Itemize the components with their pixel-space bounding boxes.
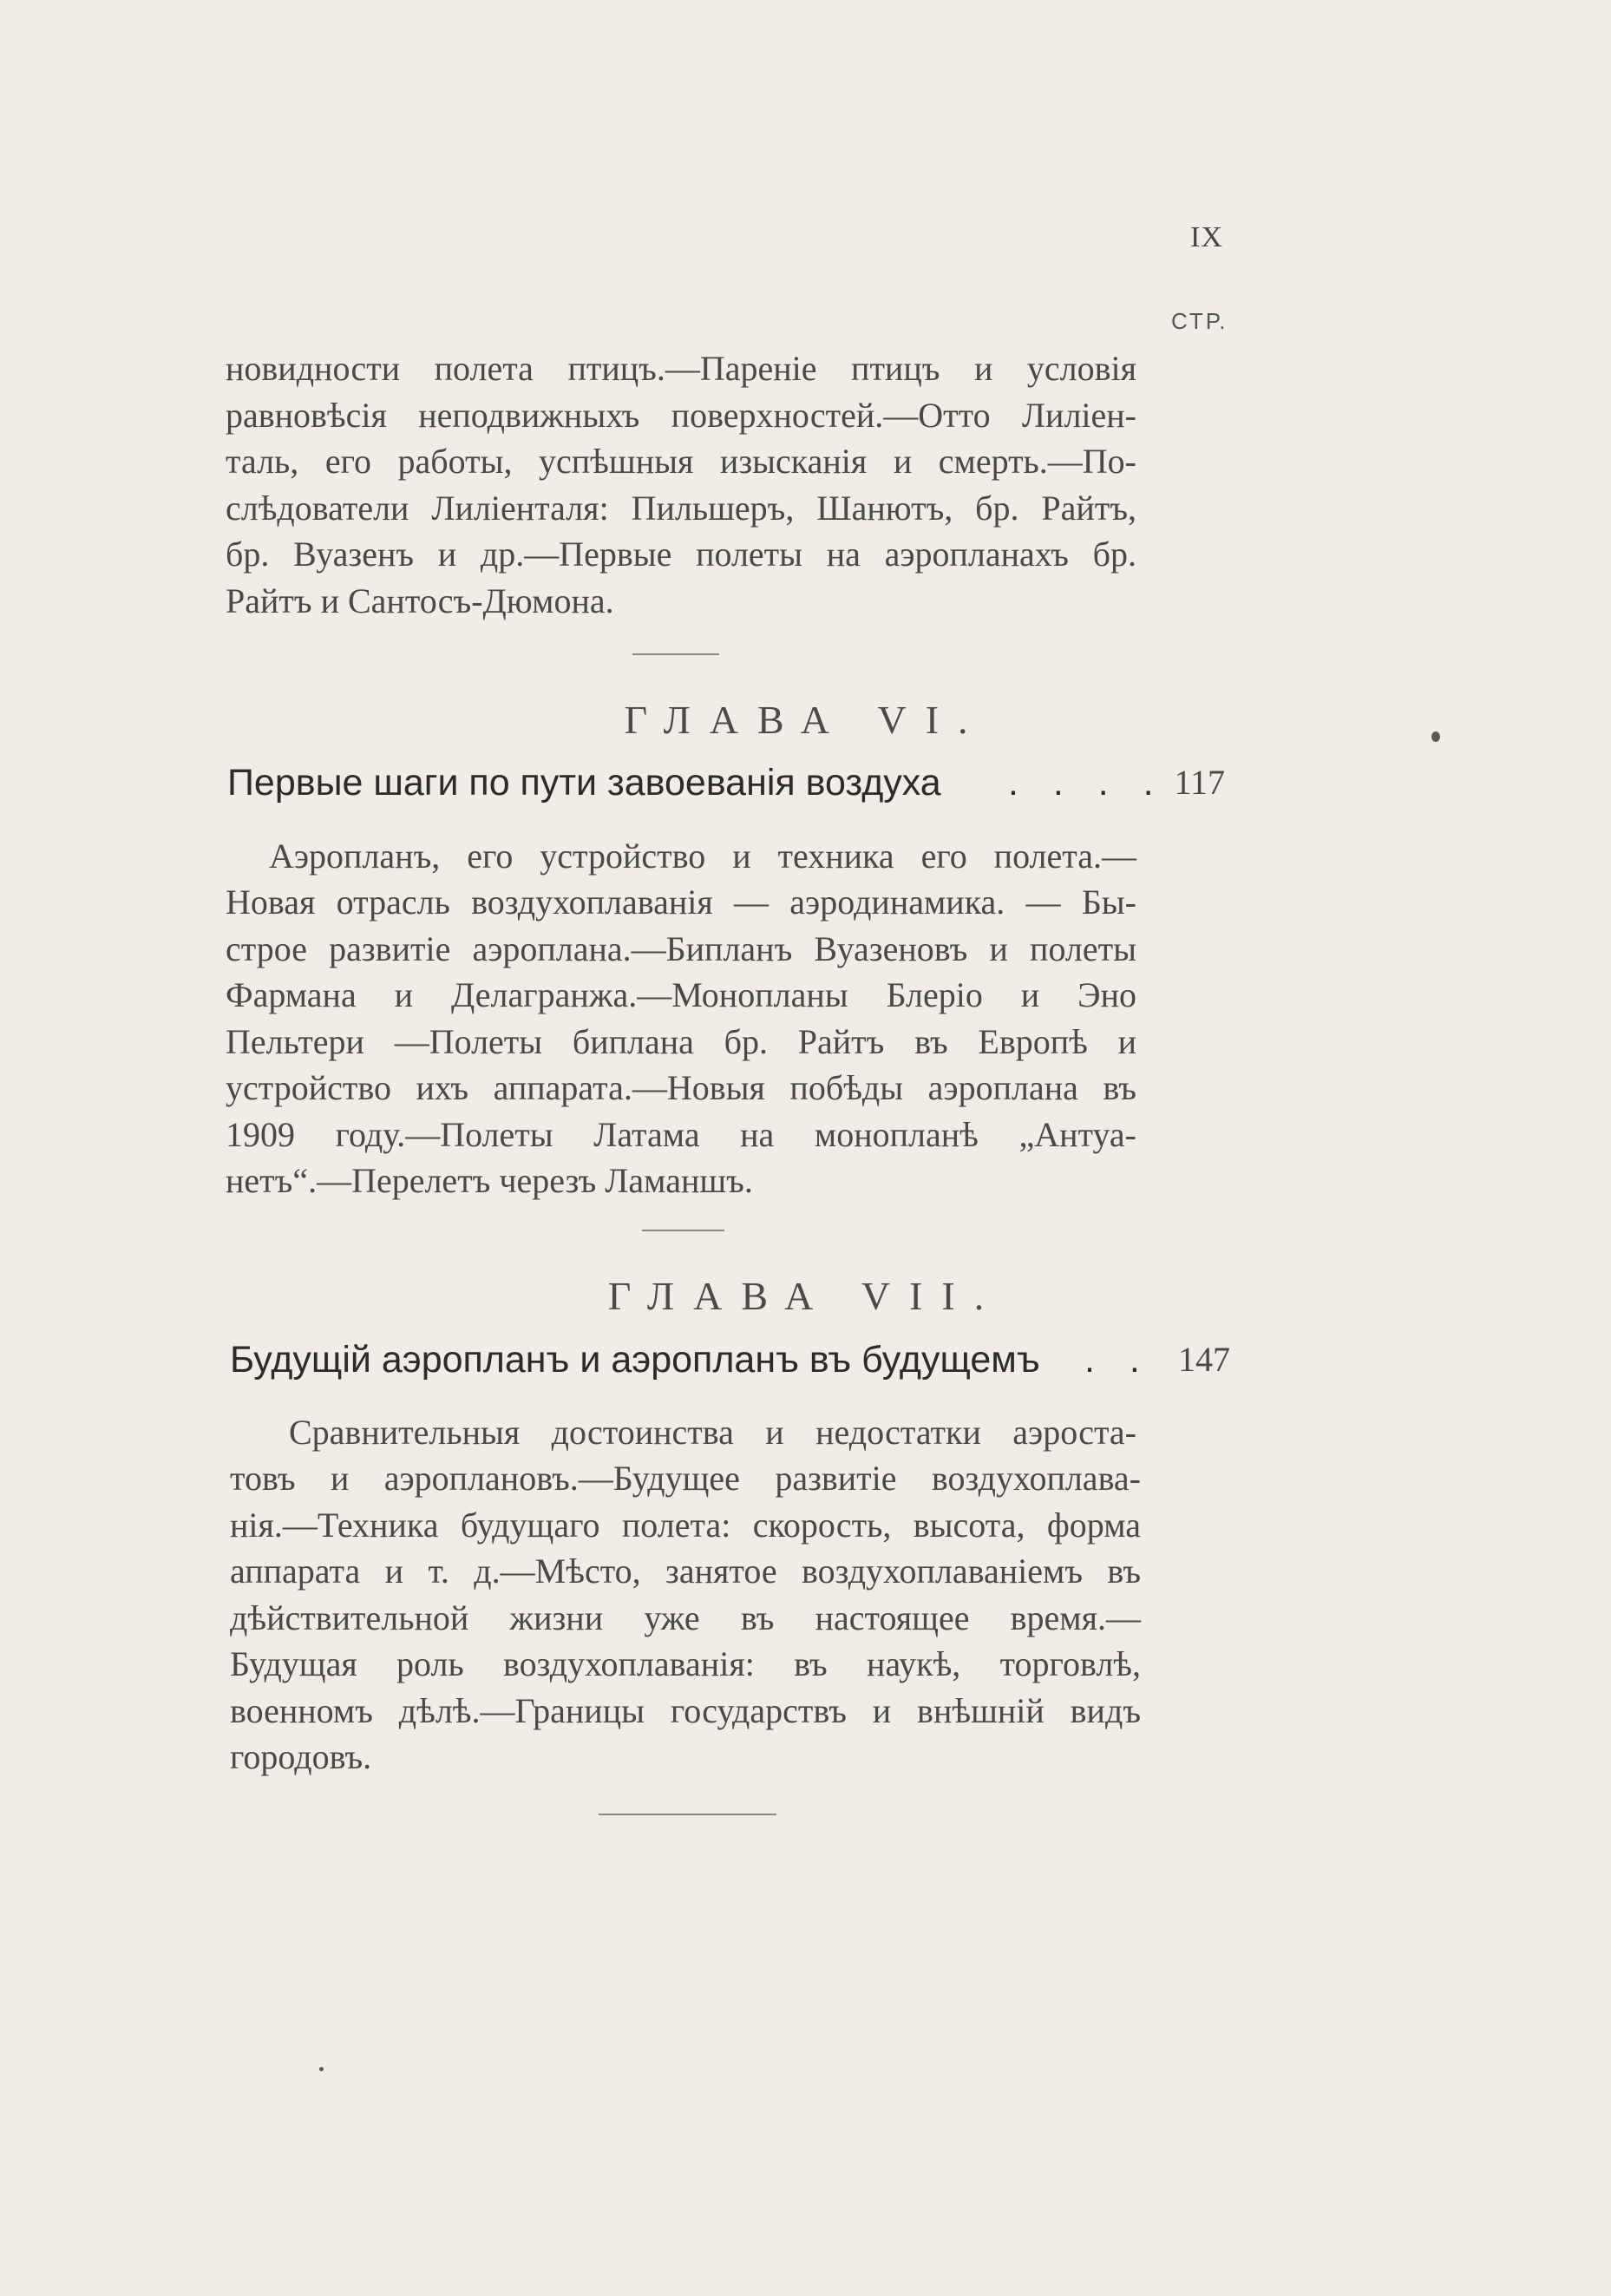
text-line: дѣйствительной жизни уже въ настоящее время.—: [230, 1597, 1141, 1637]
text-line: строе развитіе аэроплана.—Бипланъ Вуазеновъ и полеты: [226, 928, 1136, 968]
text-line: слѣдователи Лиліенталя: Пильшеръ, Шанютъ, бр. Райтъ,: [226, 488, 1136, 528]
text-line: Райтъ и Сантосъ-Дюмона.: [226, 581, 614, 620]
text-line: военномъ дѣлѣ.—Границы государствъ и внѣшній видъ: [230, 1690, 1141, 1730]
text-line: равновѣсія неподвижныхъ поверхностей.—Отто Лиліен-: [226, 395, 1136, 435]
closing-divider: [599, 1814, 776, 1815]
section-divider: [642, 1230, 724, 1231]
text-line: Новая отрасль воздухоплаванія — аэродинамика. — Бы-: [226, 882, 1136, 922]
toc-leader-dots: . . . .: [1008, 762, 1166, 804]
text-line: Сравнительныя достоинства и недостатки аэроста-: [289, 1413, 1136, 1452]
chapter-summary: [269, 833, 1136, 880]
text-line: Аэропланъ, его устройство и техника его полета.—: [269, 836, 1136, 876]
text-line: нетъ“.—Перелетъ черезъ Ламаншъ.: [226, 1161, 753, 1200]
toc-page-number: 117: [1174, 763, 1225, 802]
chapter-summary: [230, 1455, 1141, 1781]
intro-paragraph: [226, 345, 1136, 624]
toc-entry-title: Будущій аэропланъ и аэропланъ въ будущемъ: [230, 1339, 1040, 1381]
toc-leader-dots: . .: [1084, 1339, 1152, 1381]
text-line: бр. Вуазенъ и др.—Первые полеты на аэропланахъ бр.: [226, 535, 1136, 574]
text-line: Будущая роль воздухоплаванія: въ наукѣ, торговлѣ,: [230, 1644, 1141, 1683]
toc-entry-chapter-7[interactable]: [230, 1339, 1230, 1387]
text-line: Пельтери —Полеты биплана бр. Райтъ въ Европѣ и: [226, 1021, 1136, 1061]
toc-entry-chapter-6[interactable]: [227, 762, 1225, 810]
section-divider: [632, 653, 719, 655]
text-line: городовъ.: [230, 1737, 372, 1776]
chapter-heading: ГЛАВА VII.: [607, 1274, 1004, 1318]
text-line: Фармана и Делагранжа.—Монопланы Блеріо и Эно: [226, 975, 1136, 1014]
chapter-summary: [289, 1409, 1136, 1456]
text-line: товъ и аэроплановъ.—Будущее развитіе воздухоплава-: [230, 1459, 1141, 1498]
chapter-heading: ГЛАВА VI.: [624, 698, 987, 742]
text-line: устройство ихъ аппарата.—Новыя побѣды аэроплана въ: [226, 1068, 1136, 1107]
chapter-summary: [226, 879, 1136, 1204]
text-line: аппарата и т. д.—Мѣсто, занятое воздухоплаваніемъ въ: [230, 1551, 1141, 1591]
toc-entry-title: Первые шаги по пути завоеванія воздуха: [227, 762, 941, 804]
text-line: 1909 году.—Полеты Латама на монопланѣ „Антуа-: [226, 1114, 1136, 1154]
ink-speck: [319, 2067, 324, 2071]
ink-speck: [1431, 731, 1440, 742]
text-line: нія.—Техника будущаго полета: скорость, высота, форма: [230, 1505, 1141, 1545]
text-line: новидности полета птицъ.—Пареніе птицъ и условія: [226, 349, 1136, 388]
page-column-label: СТР.: [1171, 308, 1228, 334]
page-number: IX: [1190, 221, 1223, 253]
toc-page-number: 147: [1178, 1340, 1230, 1379]
text-line: таль, его работы, успѣшныя изысканія и смерть.—По-: [226, 442, 1136, 481]
